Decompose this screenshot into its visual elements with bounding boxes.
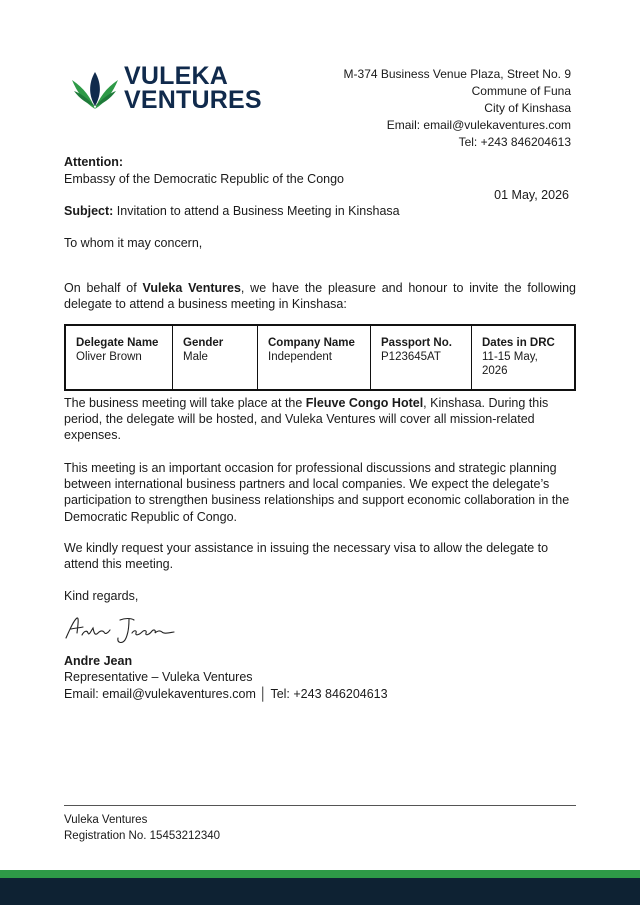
salutation: To whom it may concern, — [64, 236, 203, 250]
table-header: Delegate Name — [76, 337, 159, 349]
attention-label: Attention: — [64, 155, 124, 169]
signature-image — [62, 611, 177, 647]
intro-text-2: , we have the pleasure and honour to invite the following delegate to attend a business meeting in Kinshasa: — [64, 281, 576, 312]
table-value: Independent — [268, 351, 332, 363]
purpose-paragraph: This meeting is an important occasion for professional discussions and strategic planning between international business partners and local companies. We expect the delegate’s participation to strengthen business relationships and support economic collaboration in the Democratic Republic of Congo. — [64, 461, 570, 524]
hotel-text-2: , Kinshasa. During this period, the delegate will be hosted, and Vuleka Ventures will cover all mission-related expenses. — [64, 396, 549, 443]
table-cell — [173, 325, 258, 390]
signer-contact: Email: email@vulekaventures.com │ Tel: +243 846204613 — [64, 686, 388, 701]
table-value: P123645AT — [381, 351, 441, 363]
logo-line-1: VULEKA — [124, 62, 228, 90]
footer-band-green — [0, 870, 640, 878]
table-cell — [65, 325, 173, 390]
table-header: Company Name — [268, 337, 355, 349]
table-cell — [371, 325, 472, 390]
table-row — [65, 325, 575, 390]
hotel-text-1: The business meeting will take place at the — [64, 396, 306, 410]
hotel-name: Fleuve Congo Hotel — [305, 396, 424, 410]
table-header: Passport No. — [381, 337, 452, 349]
footer-band-navy — [0, 878, 640, 905]
delegate-table — [64, 324, 576, 391]
request-paragraph: We kindly request your assistance in issuing the necessary visa to allow the delegate to attend this meeting. — [64, 541, 549, 572]
footer-registration: Registration No. 15453212340 — [64, 830, 221, 842]
intro-paragraph — [64, 280, 576, 312]
intro-text-1: On behalf of — [64, 281, 143, 295]
company-logo — [70, 64, 280, 116]
sender-address-line-3: City of Kinshasa — [484, 101, 571, 115]
table-cell — [472, 325, 576, 390]
table-header: Gender — [183, 337, 224, 349]
table-cell — [258, 325, 371, 390]
table-value: 11-15 May, 2026 — [482, 351, 538, 377]
sender-address — [344, 66, 571, 151]
subject-text: Invitation to attend a Business Meeting in Kinshasa — [113, 204, 400, 218]
table-value: Male — [183, 351, 208, 363]
signer-title: Representative – Vuleka Ventures — [64, 670, 253, 685]
sender-tel: Tel: +243 846204613 — [458, 135, 571, 149]
table-value: Oliver Brown — [76, 351, 142, 363]
subject-label: Subject: — [64, 204, 114, 218]
logo-wordmark — [124, 64, 262, 112]
attention-block — [64, 154, 344, 188]
closing: Kind regards, — [64, 589, 139, 603]
sender-email: Email: email@vulekaventures.com — [386, 118, 571, 132]
logo-line-2: VENTURES — [124, 86, 262, 114]
subject-line — [64, 204, 400, 218]
sender-address-line-1: M-374 Business Venue Plaza, Street No. 9 — [343, 67, 571, 81]
intro-company: Vuleka Ventures — [142, 281, 241, 295]
leaf-logo-icon — [70, 68, 120, 110]
footer — [64, 812, 220, 844]
footer-divider — [64, 805, 576, 806]
hotel-paragraph — [64, 395, 576, 444]
signer-name: Andre Jean — [64, 654, 133, 668]
signer-block — [64, 653, 388, 702]
letter-date: 01 May, 2026 — [494, 188, 569, 202]
sender-address-line-2: Commune of Funa — [471, 84, 571, 98]
footer-company: Vuleka Ventures — [64, 814, 148, 826]
table-header: Dates in DRC — [482, 337, 555, 349]
attention-recipient: Embassy of the Democratic Republic of the Congo — [64, 172, 344, 186]
